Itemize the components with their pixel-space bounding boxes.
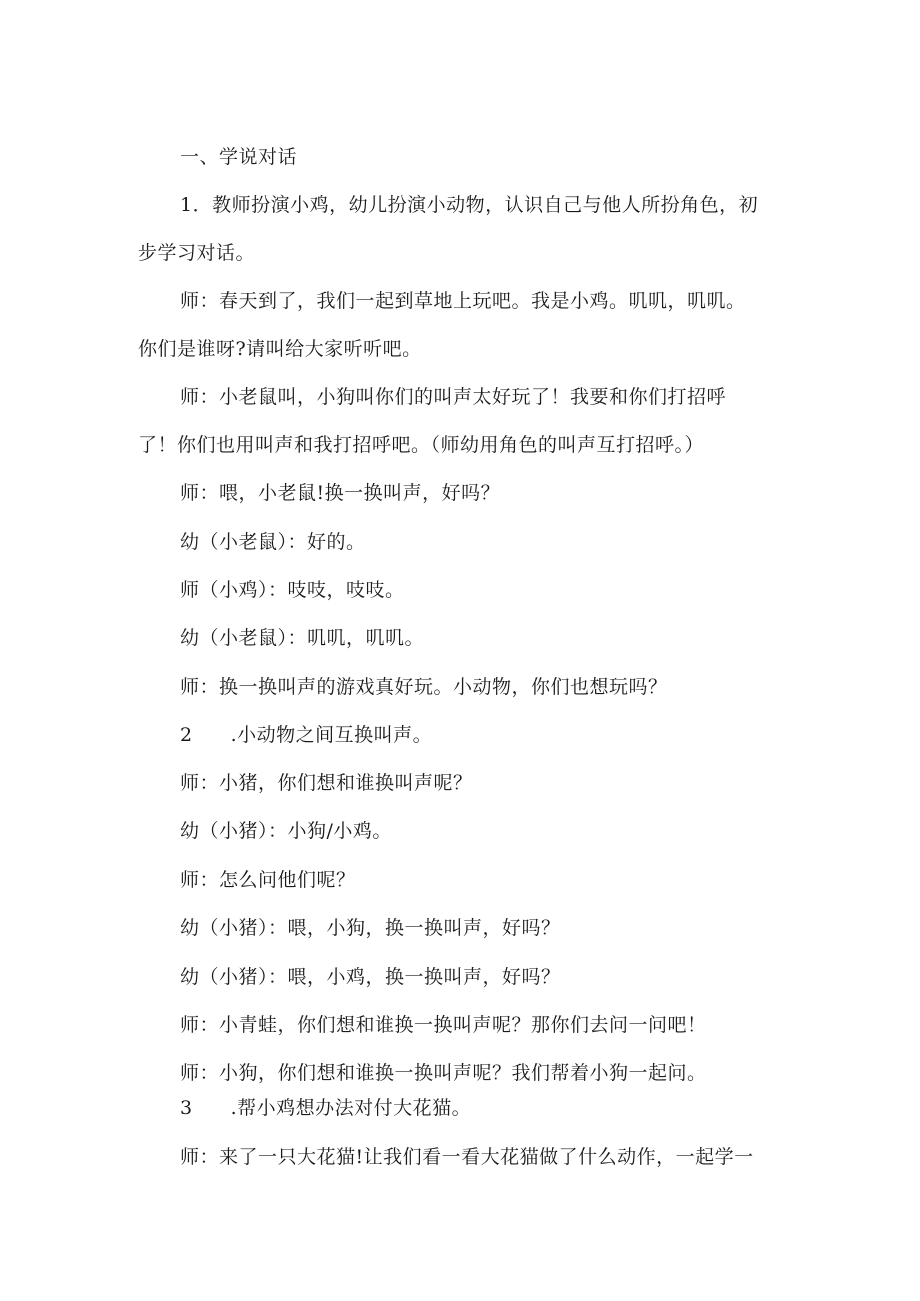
paragraph-line: 师：小老鼠叫，小狗叫你们的叫声太好玩了！我要和你们打招呼 [180, 386, 727, 408]
paragraph-line: 师：春天到了，我们一起到草地上玩吧。我是小鸡。叽叽，叽叽。 [180, 290, 746, 312]
paragraph-line: 步学习对话。 [138, 242, 256, 264]
dialogue-line: 幼（小猪）：小狗/小鸡。 [180, 820, 392, 842]
dialogue-line: 幼（小猪）：喂，小鸡，换一换叫声，好吗？ [180, 966, 561, 988]
paragraph-line: 你们是谁呀?请叫给大家听听吧。 [138, 338, 422, 360]
dialogue-line: 师：换一换叫声的游戏真好玩。小动物，你们也想玩吗？ [180, 676, 668, 698]
dialogue-line: 师：喂，小老鼠!换一换叫声，好吗？ [180, 482, 501, 504]
subsection-title: .小动物之间互换叫声。 [230, 724, 433, 746]
subsection-number: 3 [180, 1097, 193, 1119]
dialogue-line: 师（小鸡）：吱吱，吱吱。 [180, 579, 405, 601]
dialogue-line: 师：小猪，你们想和谁换叫声呢？ [180, 772, 473, 794]
dialogue-line: 师：怎么问他们呢？ [180, 869, 356, 891]
subsection-number: 2 [180, 724, 193, 746]
section-heading: 一、学说对话 [180, 146, 298, 168]
dialogue-line: 幼（小老鼠）：叽叽，叽叽。 [180, 627, 425, 649]
paragraph-line: 了！你们也用叫声和我打招呼吧。（师幼用角色的叫声互打招呼。） [138, 434, 705, 456]
paragraph-line: 1．教师扮演小鸡，幼儿扮演小动物，认识自己与他人所扮角色，初 [180, 194, 759, 216]
subsection-title: .帮小鸡想办法对付大花猫。 [230, 1097, 472, 1119]
dialogue-line: 幼（小老鼠）：好的。 [180, 531, 366, 553]
dialogue-line: 幼（小猪）：喂，小狗，换一换叫声，好吗？ [180, 917, 561, 939]
dialogue-line: 师：来了一只大花猫!让我们看一看大花猫做了什么动作，一起学一 [180, 1146, 754, 1168]
dialogue-line: 师：小青蛙，你们想和谁换一换叫声呢？那你们去问一问吧！ [180, 1014, 707, 1036]
dialogue-line: 师：小狗，你们想和谁换一换叫声呢？我们帮着小狗一起问。 [180, 1062, 707, 1084]
subsection-heading [180, 723, 432, 747]
subsection-heading [180, 1096, 471, 1120]
